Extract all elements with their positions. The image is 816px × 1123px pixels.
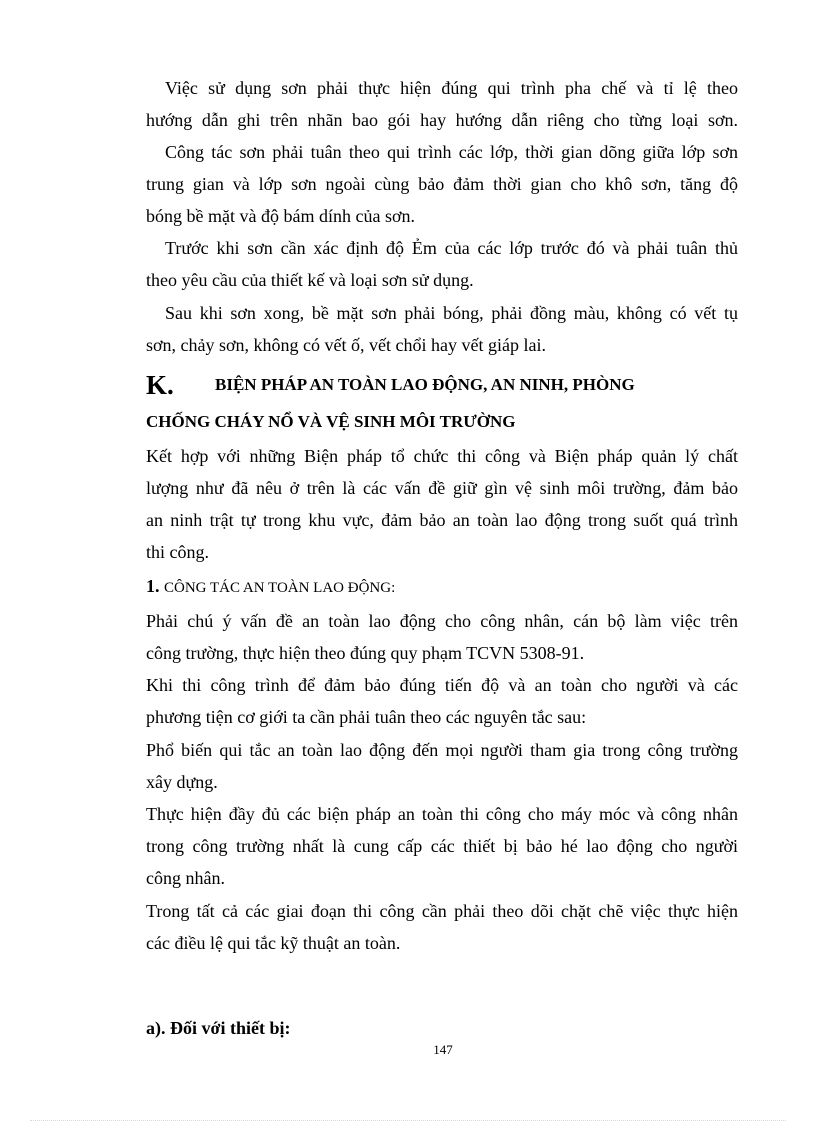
paragraph-line: Trước khi sơn cần xác định độ Ẻm của các lớp trước đó và phải tuân thủ: [165, 238, 738, 258]
paragraph-line: Thực hiện đầy đủ các biện pháp an toàn thi công cho máy móc và công nhân: [146, 804, 738, 824]
section-title-continued: CHỐNG CHÁY NỔ VÀ VỆ SINH MÔI TRƯỜNG: [146, 412, 516, 431]
paragraph-line: theo yêu cầu của thiết kế và loại sơn sử dụng.: [146, 270, 474, 290]
paragraph-line: bóng bề mặt và độ bám dính của sơn.: [146, 206, 415, 226]
paragraph-line: công trường, thực hiện theo đúng quy phạm TCVN 5308-91.: [146, 643, 585, 663]
paragraph-line: lượng như đã nêu ở trên là các vấn đề giữ gìn vệ sinh môi trường, đảm bảo: [146, 478, 738, 498]
paragraph-line: Kết hợp với những Biện pháp tổ chức thi công và Biện pháp quản lý chất: [146, 446, 738, 466]
paragraph-line: công nhân.: [146, 868, 225, 888]
paragraph-line: Khi thi công trình để đảm bảo đúng tiến độ và an toàn cho người và các: [146, 675, 738, 695]
section-title: BIỆN PHÁP AN TOÀN LAO ĐỘNG, AN NINH, PHÒNG: [215, 375, 635, 394]
page-bottom-divider: [30, 1120, 786, 1121]
paragraph-line: Sau khi sơn xong, bề mặt sơn phải bóng, phải đồng màu, không có vết tụ: [165, 303, 738, 323]
item-heading: a). Đối với thiết bị:: [146, 1018, 291, 1038]
section-letter: K.: [146, 370, 174, 400]
paragraph-line: Trong tất cả các giai đoạn thi công cần phải theo dõi chặt chẽ việc thực hiện: [146, 901, 738, 921]
paragraph-line: trung gian và lớp sơn ngoài cùng bảo đảm thời gian cho khô sơn, tăng độ: [146, 174, 738, 194]
paragraph-line: xây dựng.: [146, 772, 218, 792]
subsection-title: CÔNG TÁC AN TOÀN LAO ĐỘNG:: [164, 580, 396, 596]
paragraph-line: các điều lệ qui tắc kỹ thuật an toàn.: [146, 933, 401, 953]
paragraph-line: Việc sử dụng sơn phải thực hiện đúng qui trình pha chế và tỉ lệ theo: [165, 78, 738, 98]
paragraph-line: Phổ biến qui tắc an toàn lao động đến mọi người tham gia trong công trường: [146, 740, 738, 760]
paragraph-line: Công tác sơn phải tuân theo qui trình các lớp, thời gian dõng giữa lớp sơn: [165, 142, 738, 162]
paragraph-line: thi công.: [146, 542, 209, 562]
paragraph-line: trong công trường nhất là cung cấp các thiết bị bảo hé lao động cho người: [146, 836, 738, 856]
subsection-number: 1.: [146, 576, 160, 596]
paragraph-line: Phải chú ý vấn đề an toàn lao động cho công nhân, cán bộ làm việc trên: [146, 611, 738, 631]
paragraph-line: phương tiện cơ giới ta cần phải tuân theo các nguyên tắc sau:: [146, 707, 587, 727]
page-number: 147: [433, 1042, 453, 1057]
paragraph-line: sơn, chảy sơn, không có vết ố, vết chổi hay vết giáp lai.: [146, 335, 546, 355]
subsection-heading: [146, 570, 395, 602]
paragraph-line: an ninh trật tự trong khu vực, đảm bảo an toàn lao động trong suốt quá trình: [146, 510, 738, 530]
paragraph-line: hướng dẫn ghi trên nhãn bao gói hay hướng dẫn riêng cho từng loại sơn.: [146, 110, 738, 130]
